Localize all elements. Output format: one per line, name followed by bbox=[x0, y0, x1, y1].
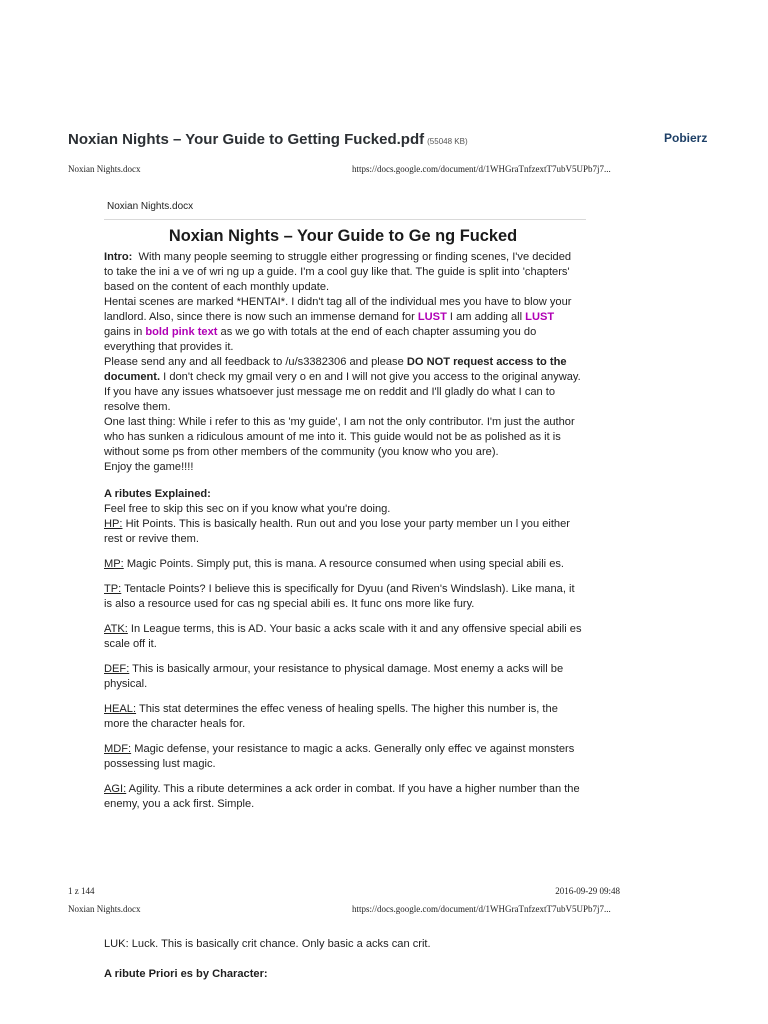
document-title-bar bbox=[68, 131, 628, 149]
attr-text: This stat determines the effec veness of healing spells. The higher this number is, the more the character heals for. bbox=[104, 703, 558, 730]
attr-abbr: HP: bbox=[104, 518, 123, 530]
document-body bbox=[104, 226, 582, 812]
luk-line: LUK: Luck. This is basically crit chance. Only basic a acks can crit. bbox=[104, 938, 431, 950]
attribute-mdf bbox=[104, 742, 582, 772]
priorities-heading: A ribute Priori es by Character: bbox=[104, 968, 268, 980]
attr-text: Magic defense, your resistance to magic a acks. Generally only effec ve against monsters possessing lust magic. bbox=[104, 743, 575, 770]
feedback-paragraph bbox=[104, 355, 582, 415]
lust-label-1: LUST bbox=[417, 311, 447, 323]
attr-text: This is basically armour, your resistance to physical damage. Most enemy a acks will be physical. bbox=[104, 663, 564, 690]
lust-mid-1: I am adding all bbox=[446, 311, 526, 323]
attr-abbr: TP: bbox=[104, 583, 122, 595]
feedback-text: Please send any and all feedback to /u/s3382306 and please bbox=[104, 356, 407, 368]
attr-text: Agility. This a ribute determines a ack order in combat. If you have a higher number than the enemy, you a ack first. Simple. bbox=[104, 783, 580, 810]
attr-abbr: HEAL: bbox=[104, 703, 137, 715]
attr-text: Hit Points. This is basically health. Run out and you lose your party member un l you either rest or revive them. bbox=[104, 518, 570, 545]
attributes-heading: A ributes Explained: bbox=[104, 488, 211, 500]
attribute-def bbox=[104, 662, 582, 692]
lust-label-2: LUST bbox=[525, 311, 555, 323]
file-title: Noxian Nights – Your Guide to Getting Fucked.pdf bbox=[68, 131, 425, 148]
gdoc-page-header bbox=[104, 201, 586, 220]
attr-abbr: ATK: bbox=[104, 623, 128, 635]
print-header-url: https://docs.google.com/document/d/1WHGraTnfzextT7ubV5UPb7j7... bbox=[352, 164, 611, 174]
skip-line: Feel free to skip this sec on if you know what you're doing. bbox=[104, 503, 391, 515]
print-header-url: https://docs.google.com/document/d/1WHGraTnfzextT7ubV5UPb7j7... bbox=[352, 904, 611, 914]
attr-text: Tentacle Points? I believe this is specifically for Dyuu (and Riven's Windslash). Like mana, it is also a resource used for cas ng special abili es. It func ons more like fury. bbox=[104, 583, 575, 610]
attr-abbr: MDF: bbox=[104, 743, 132, 755]
attribute-atk bbox=[104, 622, 582, 652]
attr-text: Magic Points. Simply put, this is mana. A resource consumed when using special abili es. bbox=[123, 558, 565, 570]
feedback-rest: I don't check my gmail very o en and I will not give you access to the original anyway. If you have any issues whatsoever just message me on reddit and I'll gladly do what I can to resolve them. bbox=[104, 371, 581, 413]
attr-abbr: MP: bbox=[104, 558, 124, 570]
bold-pink-label: bold pink text bbox=[145, 326, 218, 338]
print-header-docname: Noxian Nights.docx bbox=[68, 904, 141, 914]
attr-abbr: AGI: bbox=[104, 783, 127, 795]
feedback-bold: DO NOT request access to the document. bbox=[104, 356, 567, 383]
intro-text: With many people seeming to struggle either progressing or finding scenes, I've decided to take the ini a ve of wri ng up a guide. I'm a cool guy like that. The guide is split into 'chapters' based on the content of each monthly update. bbox=[104, 251, 572, 293]
enjoy-line: Enjoy the game!!!! bbox=[104, 461, 194, 473]
print-header-docname: Noxian Nights.docx bbox=[68, 164, 141, 174]
attr-text: In League terms, this is AD. Your basic a acks scale with it and any offensive special abili es scale off it. bbox=[104, 623, 582, 650]
document-body-page2 bbox=[104, 937, 582, 982]
last-thing-paragraph: One last thing: While i refer to this as 'my guide', I am not the only contributor. I'm just the author who has sunken a ridiculous amount of me into it. This guide would not be as polished as it is without some ps from other members of the community (you know who you are). bbox=[104, 416, 575, 458]
download-button[interactable]: Pobierz bbox=[664, 131, 708, 145]
file-size: (55048 KB) bbox=[427, 137, 468, 146]
print-datetime: 2016-09-29 09:48 bbox=[555, 886, 620, 896]
lust-end: as we go with totals at the end of each chapter assuming you do everything that provides it. bbox=[104, 326, 537, 353]
attribute-mp bbox=[104, 557, 582, 572]
intro-paragraph bbox=[104, 250, 582, 295]
attribute-tp bbox=[104, 582, 582, 612]
page-title: Noxian Nights – Your Guide to Ge ng Fucked bbox=[168, 227, 518, 245]
page-counter: 1 z 144 bbox=[68, 886, 95, 896]
attribute-heal bbox=[104, 702, 582, 732]
attribute-hp bbox=[104, 517, 582, 547]
intro-label: Intro: bbox=[104, 251, 133, 263]
hentai-paragraph bbox=[104, 295, 582, 355]
attr-abbr: DEF: bbox=[104, 663, 130, 675]
hentai-text: Hentai scenes are marked *HENTAI*. I didn't tag all of the individual mes you have to blow your landlord. Also, since there is now such an immense demand for bbox=[104, 296, 572, 323]
gdoc-header-docname: Noxian Nights.docx bbox=[107, 201, 194, 212]
attribute-agi bbox=[104, 782, 582, 812]
lust-mid-2: gains in bbox=[104, 326, 146, 338]
